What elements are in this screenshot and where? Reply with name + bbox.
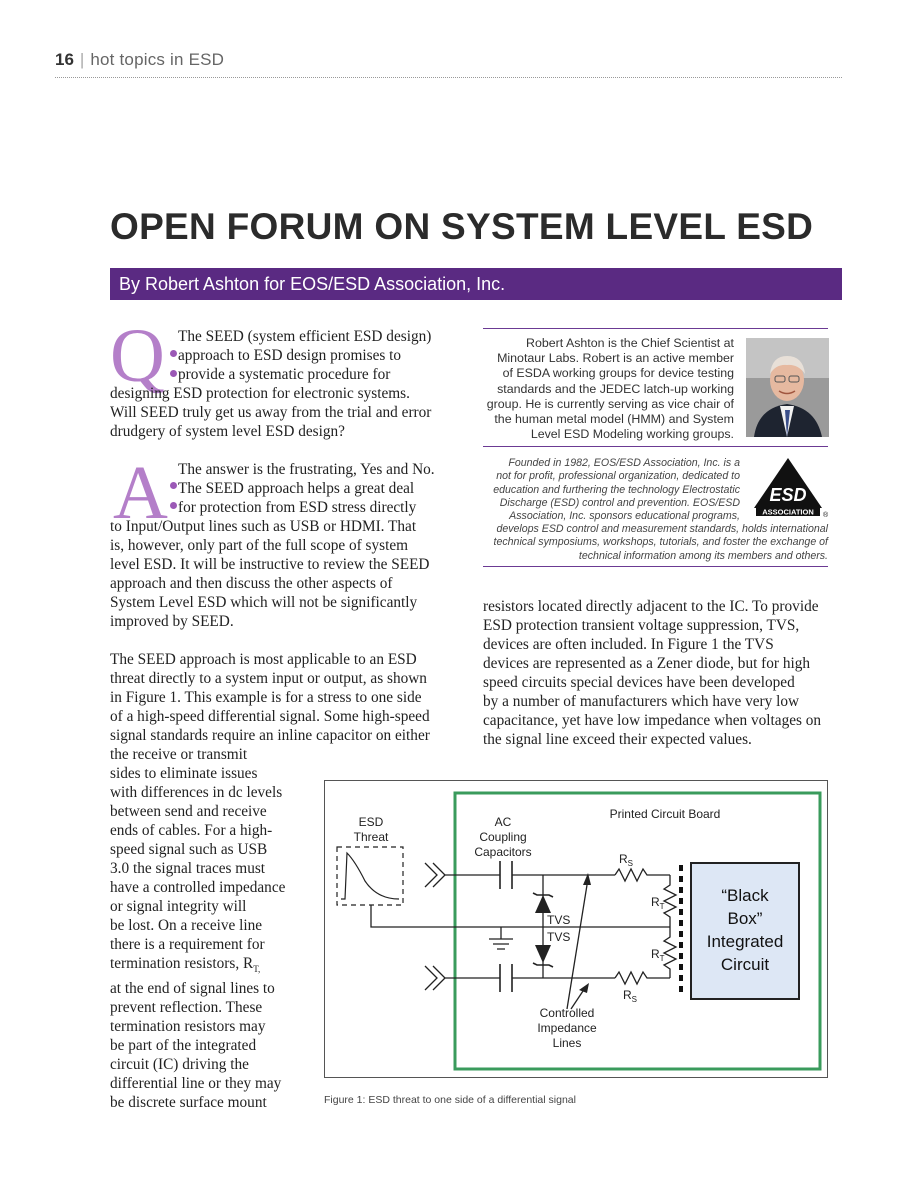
circuit-diagram xyxy=(325,781,827,1077)
header-divider: | xyxy=(79,50,85,69)
ic-label: Integrated xyxy=(706,932,784,951)
ac-coupling-label: AC xyxy=(494,815,512,829)
esd-pulse-waveform-icon xyxy=(341,853,399,899)
org-description-wide xyxy=(470,523,828,563)
org-bottom-rule xyxy=(483,566,828,567)
answer-line: The SEED approach helps a great deal xyxy=(178,480,415,497)
answer-line: improved by SEED. xyxy=(110,613,234,630)
body-line: the receive or transmit xyxy=(110,746,248,763)
body-line: have a controlled impedance xyxy=(110,879,286,896)
body-line: 3.0 the signal traces must xyxy=(110,860,266,877)
body-line: circuit (IC) driving the xyxy=(110,1056,249,1074)
rs-label-top: $R_S$ xyxy=(619,852,634,868)
body-line: ESD protection transient voltage suppression, TVS, xyxy=(483,617,800,634)
author-portrait-icon xyxy=(746,338,829,437)
bio-line: Minotaur Labs. Robert is an active member xyxy=(497,351,734,366)
header-dotted-rule xyxy=(55,77,842,78)
tvs-label-bottom: TVS xyxy=(547,930,571,944)
answer-line: The answer is the frustrating, Yes and No. xyxy=(178,461,435,478)
body-line: prevent reflection. These xyxy=(110,999,263,1017)
body-line: sides to eliminate issues xyxy=(110,765,258,782)
body-line: capacitance, yet have low impedance when voltages on xyxy=(483,712,822,729)
body-line: speed signal such as USB xyxy=(110,841,268,858)
org-line: Discharge (ESD) control and prevention. EOS/ESD xyxy=(499,496,740,509)
tvs-label-top: TVS xyxy=(547,913,571,927)
bio-line: the human metal model (HMM) and System xyxy=(494,412,734,427)
author-bio xyxy=(470,336,734,442)
question-line: Will SEED truly get us away from the trial and error xyxy=(110,404,432,421)
body-line: signal standards require an inline capacitor on either xyxy=(110,727,430,744)
right-column-text xyxy=(483,597,821,749)
drop-cap-a: A xyxy=(113,451,168,535)
org-line: Founded in 1982, EOS/ESD Association, Inc. is a xyxy=(508,457,740,469)
rt-resistor-bottom-icon xyxy=(664,927,676,978)
question-line: designing ESD protection for electronic systems. xyxy=(110,385,410,402)
bio-top-rule xyxy=(483,328,828,329)
esd-threat-label: Threat xyxy=(353,830,389,844)
rt-subscript: T, xyxy=(253,964,261,975)
author-photo xyxy=(746,338,829,437)
ac-capacitor-bottom-icon xyxy=(500,964,512,992)
body-line: speed circuits special devices have been developed xyxy=(483,674,795,691)
page-number: 16 xyxy=(55,50,74,69)
body-line: at the end of signal lines to xyxy=(110,980,275,998)
question-line: approach to ESD design promises to xyxy=(178,347,402,364)
org-line: develops ESD control and measurement standards, holds international xyxy=(496,523,828,535)
question-line: The SEED (system efficient ESD design) xyxy=(178,328,432,345)
body-line: between send and receive xyxy=(110,803,267,820)
org-line: Association, Inc. sponsors educational programs, xyxy=(509,510,740,523)
body-line: in Figure 1. This example is for a stress to one side xyxy=(110,689,422,706)
body-line: resistors located directly adjacent to the IC. To provide xyxy=(483,598,819,615)
body-line: differential line or they may xyxy=(110,1075,282,1093)
body-line: the signal line exceed their expected values. xyxy=(483,731,752,748)
bio-bottom-rule xyxy=(483,446,828,447)
ac-coupling-label: Coupling xyxy=(479,830,527,844)
rs-label-bottom: $R_S$ xyxy=(623,988,638,1004)
bio-line: standards and the JEDEC latch-up working xyxy=(497,381,734,396)
controlled-impedance-label: Controlled xyxy=(539,1006,595,1020)
ic-label: “Black xyxy=(721,886,769,905)
answer-line: is, however, only part of the full scope of system xyxy=(110,537,409,554)
answer-line: for protection from ESD stress directly xyxy=(178,499,417,516)
article-title: OPEN FORUM ON SYSTEM LEVEL ESD xyxy=(110,206,814,247)
figure-1 xyxy=(324,780,828,1078)
org-line: technical symposiums, workshops, tutorials, and foster the exchange of xyxy=(493,536,828,549)
bio-line: Robert Ashton is the Chief Scientist at xyxy=(526,336,734,350)
body-line: with differences in dc levels xyxy=(110,784,283,801)
esda-logo xyxy=(752,456,830,520)
drop-cap-q: Q xyxy=(110,314,165,398)
rs-resistor-bottom-icon xyxy=(615,972,670,984)
body-line: or signal integrity will xyxy=(110,898,247,915)
ic-label: Circuit xyxy=(720,955,770,974)
body-line: be lost. On a receive line xyxy=(110,917,263,934)
body-line: The SEED approach is most applicable to an ESD xyxy=(110,651,417,668)
connector-chevron-top-icon xyxy=(425,863,437,887)
tvs-diode-top-icon xyxy=(535,895,551,913)
esda-logo-mark: ® xyxy=(823,512,829,519)
rt-label-top: $R_T$ xyxy=(651,895,665,911)
body-line: be part of the integrated xyxy=(110,1037,257,1055)
esda-logo-subtext: ASSOCIATION xyxy=(762,507,814,517)
bio-line: group. He is currently serving as vice chair of xyxy=(486,396,734,411)
answer-line: level ESD. It will be instructive to review the SEED xyxy=(110,556,430,573)
question-line: drudgery of system level ESD design? xyxy=(110,423,345,440)
ic-label: Box” xyxy=(727,909,763,928)
rt-label-bottom: $R_T$ xyxy=(651,947,665,963)
body-line: of a high-speed differential signal. Some high-speed xyxy=(110,708,430,725)
rt-resistor-top-icon xyxy=(664,875,676,927)
answer-line: System Level ESD which will not be significantly xyxy=(110,594,418,611)
section-name: hot topics in ESD xyxy=(90,50,225,69)
controlled-impedance-label: Lines xyxy=(552,1036,582,1050)
answer-text xyxy=(110,460,435,631)
running-header xyxy=(55,50,224,70)
answer-line: approach and then discuss the other aspects of xyxy=(110,575,393,592)
black-box-ic xyxy=(691,863,799,999)
body-line: devices are often included. In Figure 1 the TVS xyxy=(483,636,774,653)
esda-logo-text: ESD xyxy=(769,485,807,505)
body-line: by a number of manufacturers which have very low xyxy=(483,693,800,710)
connector-chevron-bottom-icon xyxy=(425,966,437,990)
controlled-impedance-label: Impedance xyxy=(537,1021,597,1035)
ac-coupling-label: Capacitors xyxy=(474,845,532,859)
question-text xyxy=(110,327,431,441)
org-line: technical information among its members and others. xyxy=(578,549,828,562)
rt-text: termination resistors, R xyxy=(110,955,254,972)
org-line: education and furthering the technology Electrostatic xyxy=(493,483,740,496)
question-line: provide a systematic procedure for xyxy=(178,366,391,383)
body-line: threat directly to a system input or output, as shown xyxy=(110,670,427,687)
rs-resistor-top-icon xyxy=(615,869,670,881)
answer-line: to Input/Output lines such as USB or HDMI. That xyxy=(110,518,417,535)
bio-line: of ESDA working groups for device testing xyxy=(502,366,734,381)
bio-line: Level ESD Modeling working groups. xyxy=(530,427,734,442)
ac-capacitor-top-icon xyxy=(500,861,512,889)
arrow-short-icon xyxy=(579,983,589,993)
org-line: not for profit, professional organization, dedicated to xyxy=(496,470,740,483)
ground-symbol-icon xyxy=(489,927,513,949)
tvs-diode-bottom-icon xyxy=(535,945,551,963)
figure-caption: Figure 1: ESD threat to one side of a differential signal xyxy=(324,1094,576,1106)
body-line: there is a requirement for xyxy=(110,936,265,953)
esd-threat-label: ESD xyxy=(358,815,384,829)
byline-bar: By Robert Ashton for EOS/ESD Association, Inc. xyxy=(110,268,842,300)
body-line: ends of cables. For a high- xyxy=(110,822,273,839)
body-line: be discrete surface mount xyxy=(110,1094,267,1112)
body-line: devices are represented as a Zener diode, but for high xyxy=(483,655,811,672)
body-line: termination resistors may xyxy=(110,1018,266,1036)
org-description xyxy=(470,457,740,523)
pcb-label: Printed Circuit Board xyxy=(609,807,721,821)
